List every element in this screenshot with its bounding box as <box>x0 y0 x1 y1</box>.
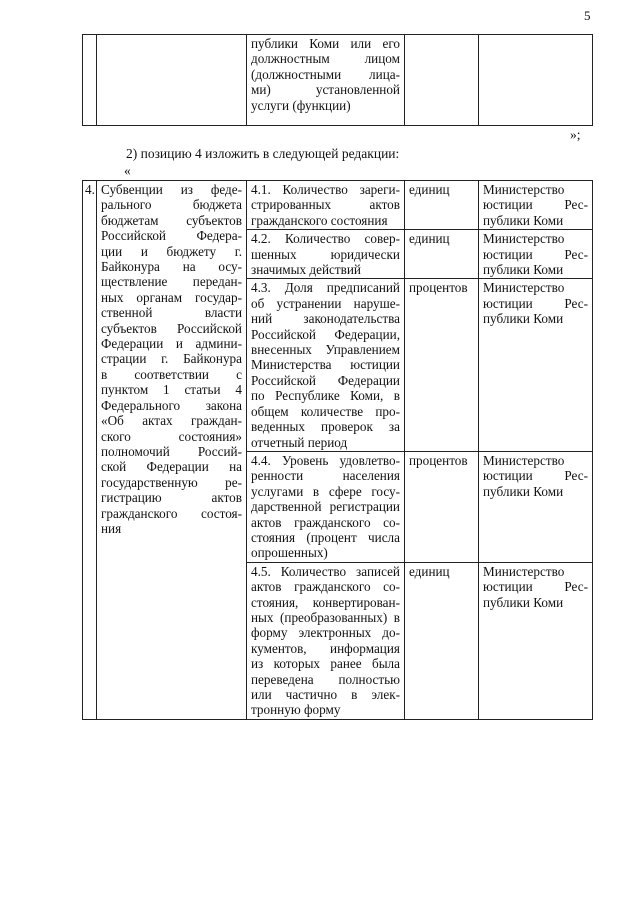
indicator-line: гражданского состояния <box>251 212 388 228</box>
unit-4-5: единиц <box>405 562 479 719</box>
indicator-line: веденных проверок за <box>251 419 400 435</box>
previous-table-fragment <box>82 34 593 126</box>
desc-line: в соответствии с <box>101 366 242 382</box>
org-line: Министерство <box>483 563 565 579</box>
indicator-4-3 <box>247 279 405 451</box>
intro-text: 2) позицию 4 изложить в следующей редакции: <box>126 146 400 161</box>
desc-line: Федерации и админи- <box>101 336 242 352</box>
prev-line: услуги (функции) <box>251 97 351 113</box>
org-4-3 <box>479 279 593 451</box>
position-description <box>97 181 247 720</box>
opening-quote: « <box>124 163 131 178</box>
indicator-line: стрированных актов <box>251 197 400 213</box>
indicator-line: шенных юридически <box>251 246 400 262</box>
unit-4-4: процентов <box>405 451 479 562</box>
desc-line: ции и бюджету г. <box>101 243 242 259</box>
desc-line: гистрацию актов <box>101 490 242 506</box>
indicator-line: переведена полностью <box>251 671 400 687</box>
prev-num-cell <box>83 35 97 126</box>
indicator-line: 4.5. Количество записей <box>251 563 400 579</box>
org-line: публики Коми <box>483 262 564 278</box>
indicator-line: Российской Федерации <box>251 372 400 388</box>
page-number: 5 <box>584 8 591 23</box>
indicator-line: внесенных Управлением <box>251 342 400 358</box>
closing-quote: »; <box>570 127 581 142</box>
indicator-line: 4.3. Доля предписаний <box>251 280 400 296</box>
desc-line: Федерального закона <box>101 397 242 413</box>
desc-line: ния <box>101 520 122 536</box>
indicator-line: дарственной регистрации <box>251 499 400 515</box>
indicator-line: из которых ранее была <box>251 656 400 672</box>
indicator-line: актов гражданского со- <box>251 579 400 595</box>
indicator-line: Министерства юстиции <box>251 357 400 373</box>
indicator-line: 4.4. Уровень удовлетво- <box>251 452 400 468</box>
org-line: юстиции Рес- <box>483 246 588 262</box>
indicator-line: по Республике Коми, в <box>251 388 400 404</box>
indicator-4-4 <box>247 451 405 562</box>
prev-line: публики Коми или его <box>251 36 400 51</box>
org-line: Министерство <box>483 280 565 296</box>
indicator-line: отчетный период <box>251 434 348 450</box>
org-4-4 <box>479 451 593 562</box>
prev-unit-cell <box>405 35 479 126</box>
indicator-line: опрошенных) <box>251 545 328 561</box>
prev-line: (должностными лица- <box>251 66 400 82</box>
indicator-line: услугами в сфере госу- <box>251 483 400 499</box>
prev-indicator-cell <box>247 35 405 126</box>
desc-line: пунктом 1 статьи 4 <box>101 382 242 398</box>
unit-4-2: единиц <box>405 230 479 279</box>
desc-line: полномочий Россий- <box>101 443 242 459</box>
prev-line: должностным лицом <box>251 51 400 67</box>
indicator-line: стояния, конвертирован- <box>251 594 400 610</box>
indicator-line: стояния (процент числа <box>251 529 400 545</box>
indicator-line: об устранении наруше- <box>251 295 400 311</box>
unit-4-1: единиц <box>405 181 479 230</box>
org-line: Министерство <box>483 452 565 468</box>
indicator-line: Российской Федерации, <box>251 326 400 342</box>
prev-org-cell <box>479 35 593 126</box>
indicator-4-5 <box>247 562 405 719</box>
indicator-line: кументов, информация <box>251 640 400 656</box>
desc-line: субъектов Российской <box>101 320 242 336</box>
org-line: публики Коми <box>483 483 564 499</box>
org-line: юстиции Рес- <box>483 468 588 484</box>
indicator-line: ренности населения <box>251 468 400 484</box>
desc-line: ской Федерации на <box>101 459 242 475</box>
org-line: публики Коми <box>483 594 564 610</box>
org-line: юстиции Рес- <box>483 579 588 595</box>
desc-line: ных органам государ- <box>101 289 242 305</box>
org-4-1 <box>479 181 593 230</box>
indicator-4-2 <box>247 230 405 279</box>
indicator-4-1 <box>247 181 405 230</box>
desc-line: «Об актах граждан- <box>101 413 242 429</box>
indicator-line: тронную форму <box>251 702 341 718</box>
desc-line: гражданского состоя- <box>101 505 242 521</box>
unit-4-3: процентов <box>405 279 479 451</box>
desc-line: государственную ре- <box>101 474 242 490</box>
org-line: Министерство <box>483 182 565 197</box>
indicator-line: 4.1. Количество зареги- <box>251 182 400 197</box>
org-4-2 <box>479 230 593 279</box>
desc-line: ществление передан- <box>101 274 242 290</box>
desc-line: рального бюджета <box>101 197 242 213</box>
position-4-table <box>82 180 593 720</box>
indicator-line: или частично в элек- <box>251 687 400 702</box>
indicator-line: ний законодательства <box>251 311 400 327</box>
indicator-line: форму электронных до- <box>251 625 400 641</box>
desc-line: Байконура на осу- <box>101 259 242 275</box>
desc-line: Субвенции из феде- <box>101 182 242 197</box>
org-4-5 <box>479 562 593 719</box>
org-line: юстиции Рес- <box>483 197 588 213</box>
desc-line: ственной власти <box>101 305 242 321</box>
indicator-line: 4.2. Количество совер- <box>251 231 400 247</box>
prev-line: ми) установленной <box>251 82 400 98</box>
desc-line: ского состояния» <box>101 428 242 444</box>
desc-line: страции г. Байконура <box>101 351 242 367</box>
indicator-line: общем количестве про- <box>251 403 400 419</box>
desc-line: Российской Федера- <box>101 228 242 244</box>
position-number: 4. <box>83 181 97 720</box>
desc-line: бюджетам субъектов <box>101 212 242 228</box>
indicator-line: ных (преобразованных) в <box>251 609 400 625</box>
org-line: Министерство <box>483 231 565 247</box>
indicator-line: актов гражданского со- <box>251 514 400 530</box>
org-line: юстиции Рес- <box>483 295 588 311</box>
org-line: публики Коми <box>483 311 564 327</box>
indicator-line: значимых действий <box>251 262 361 278</box>
org-line: публики Коми <box>483 212 564 228</box>
prev-desc-cell <box>97 35 247 126</box>
